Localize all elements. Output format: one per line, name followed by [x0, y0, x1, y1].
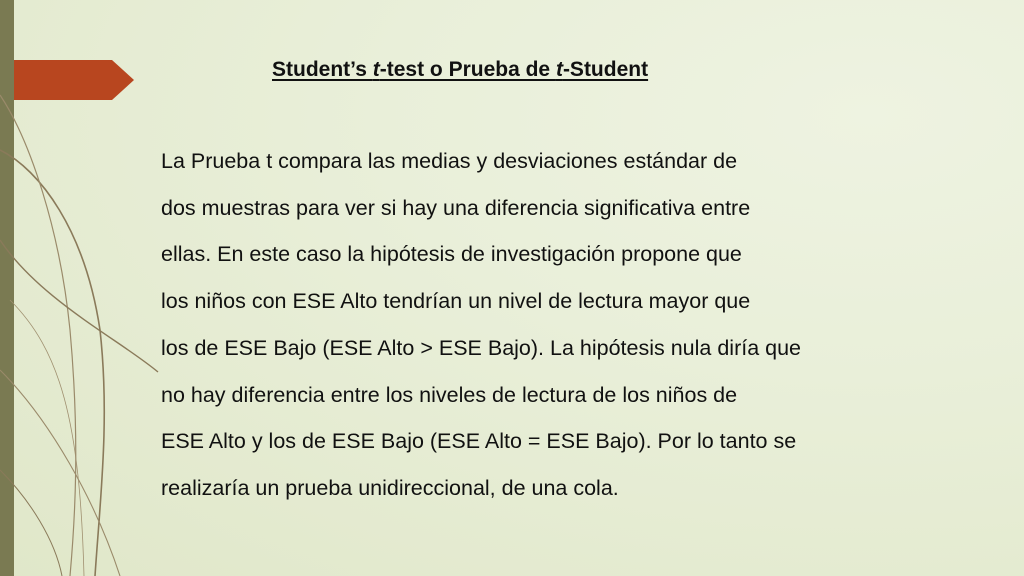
- body-line: los de ESE Bajo (ESE Alto > ESE Bajo). La hipótesis nula diría que: [161, 335, 802, 360]
- body-line: ESE Alto y los de ESE Bajo (ESE Alto = ESE Bajo). Por lo tanto se: [161, 429, 797, 454]
- decor-curve-3: [0, 240, 158, 372]
- body-line: dos muestras para ver si hay una diferencia significativa entre: [161, 195, 751, 220]
- body-line: La Prueba t compara las medias y desviaciones estándar de: [161, 149, 738, 173]
- body-line: no hay diferencia entre los niveles de lectura de los niños de: [161, 382, 738, 407]
- slide-body: [161, 138, 961, 512]
- body-line: realizaría un prueba unidireccional, de una cola.: [161, 475, 619, 500]
- arrow-accent-icon: [14, 60, 134, 100]
- slide-title: Student’s t-test o Prueba de t-Student: [272, 58, 649, 81]
- decor-curve-5: [0, 470, 62, 576]
- body-line: ellas. En este caso la hipótesis de investigación propone que: [161, 242, 742, 267]
- body-line: los niños con ESE Alto tendrían un nivel de lectura mayor que: [161, 289, 751, 314]
